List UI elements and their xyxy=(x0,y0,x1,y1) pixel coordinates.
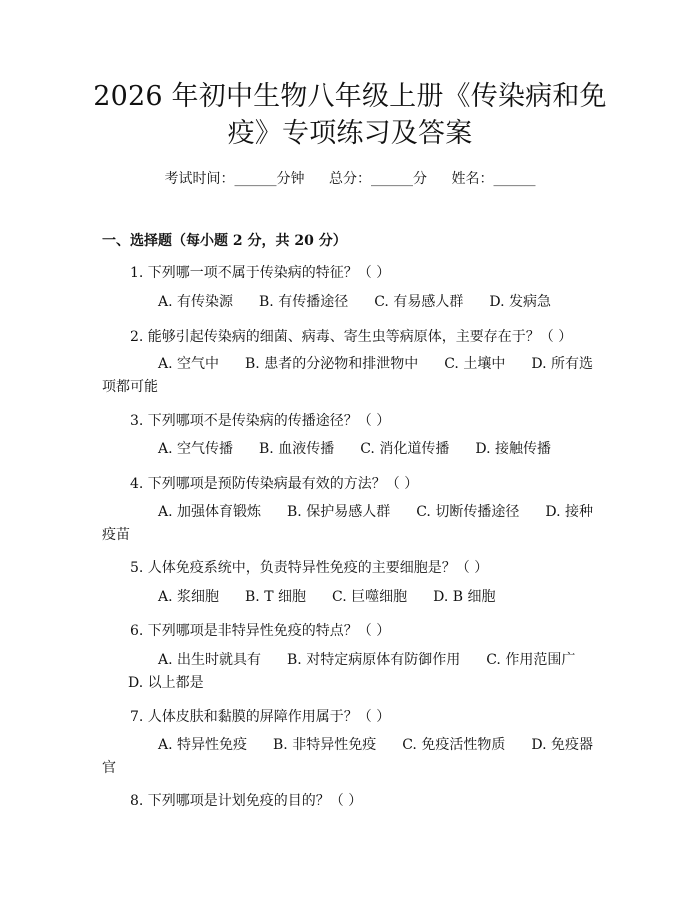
option-c: C. 有易感人群 xyxy=(374,294,464,310)
title-line-2: 疫》专项练习及答案 xyxy=(227,118,473,149)
option-d: D. 接触传播 xyxy=(475,441,551,457)
option-d: D. 免疫器官 xyxy=(102,737,593,776)
question-stem: 7. 人体皮肤和黏膜的屏障作用属于？（ ） xyxy=(130,709,391,725)
option-a: A. 特异性免疫 xyxy=(158,737,248,753)
question-options xyxy=(102,734,600,780)
exam-name-label: 姓名：______ xyxy=(451,171,536,187)
option-a: A. 空气传播 xyxy=(158,441,234,457)
option-c: C. 土壤中 xyxy=(444,356,506,372)
question-options xyxy=(102,501,600,547)
question-stem: 2. 能够引起传染病的细菌、病毒、寄生虫等病原体，主要存在于？（ ） xyxy=(130,329,573,345)
exam-meta xyxy=(0,168,700,188)
exam-score-label: 总分：______分 xyxy=(329,171,427,187)
option-a: A. 出生时就具有 xyxy=(158,652,262,668)
question-stem: 4. 下列哪项是预防传染病最有效的方法？（ ） xyxy=(130,476,419,492)
question-stem: 8. 下列哪项是计划免疫的目的？（ ） xyxy=(130,793,363,809)
option-c: C. 免疫活性物质 xyxy=(402,737,506,753)
option-d: D. 发病急 xyxy=(489,294,551,310)
question-stem: 5. 人体免疫系统中，负责特异性免疫的主要细胞是？（ ） xyxy=(130,560,489,576)
question-stem: 1. 下列哪一项不属于传染病的特征？（ ） xyxy=(130,265,391,281)
option-b: B. 有传播途径 xyxy=(259,294,349,310)
option-a: A. 加强体育锻炼 xyxy=(158,504,262,520)
question-options xyxy=(102,291,600,314)
option-b: B. 对特定病原体有防御作用 xyxy=(287,652,461,668)
option-d: D. 所有选项都可能 xyxy=(102,356,593,395)
option-b: B. T 细胞 xyxy=(245,589,306,605)
question-stem: 3. 下列哪项不是传染病的传播途径？（ ） xyxy=(130,413,391,429)
option-c: C. 作用范围广 xyxy=(486,652,576,668)
question-options xyxy=(102,438,600,461)
option-d: D. 以上都是 xyxy=(128,675,204,691)
option-a: A. 空气中 xyxy=(158,356,220,372)
option-b: B. 非特异性免疫 xyxy=(273,737,377,753)
question-options xyxy=(102,586,600,609)
option-a: A. 有传染源 xyxy=(158,294,234,310)
option-d: D. 接种疫苗 xyxy=(102,504,593,543)
option-d: D. B 细胞 xyxy=(433,589,496,605)
title-line-1: 2026 年初中生物八年级上册《传染病和免 xyxy=(93,81,607,112)
option-b: B. 血液传播 xyxy=(259,441,335,457)
question-stem: 6. 下列哪项是非特异性免疫的特点？（ ） xyxy=(130,623,391,639)
option-c: C. 切断传播途径 xyxy=(416,504,520,520)
question-options xyxy=(102,649,600,695)
option-b: B. 保护易感人群 xyxy=(287,504,391,520)
option-c: C. 消化道传播 xyxy=(360,441,450,457)
option-b: B. 患者的分泌物和排泄物中 xyxy=(245,356,419,372)
page-title xyxy=(0,78,700,152)
exam-time-label: 考试时间：______分钟 xyxy=(164,171,305,187)
option-a: A. 浆细胞 xyxy=(158,589,220,605)
option-c: C. 巨噬细胞 xyxy=(332,589,408,605)
question-options xyxy=(102,353,600,399)
section-heading: 一、选择题（每小题 2 分，共 20 分） xyxy=(102,233,347,249)
